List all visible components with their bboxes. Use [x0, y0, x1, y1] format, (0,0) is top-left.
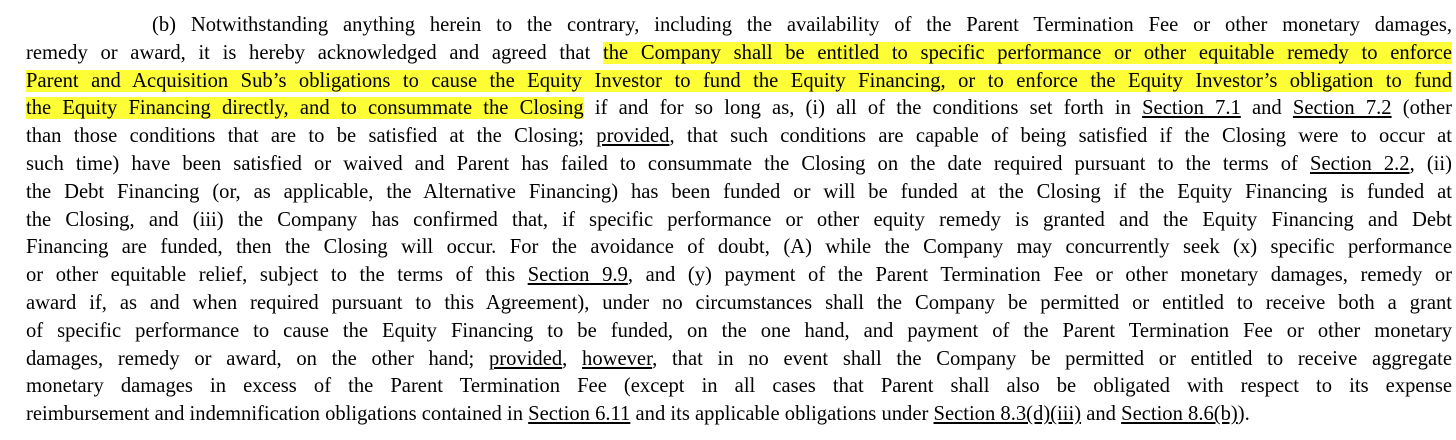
- section-reference: Section 2.2: [1309, 152, 1410, 175]
- paragraph-line: [26, 12, 1452, 40]
- paragraph-text: than those conditions that are to be satisfied at the Closing;: [26, 125, 584, 148]
- defined-term-however: however: [582, 347, 653, 370]
- defined-term-provided: provided: [488, 347, 563, 370]
- paragraph-line: [26, 151, 1452, 179]
- paragraph-text: damages, remedy or award, on the other hand;: [26, 347, 475, 370]
- paragraph-text: and its applicable obligations under: [635, 403, 929, 426]
- paragraph-text: , (ii): [1409, 152, 1452, 175]
- contract-paragraph: [26, 12, 1452, 429]
- paragraph-text: , that in no event shall the Company be permitted or entitled to receive aggregate: [652, 347, 1452, 370]
- paragraph-text: the Closing, and (iii) the Company has confirmed that, if specific performance or other equity remedy is granted and the Equity Financing and Debt: [26, 208, 1452, 231]
- paragraph-text: if and for so long as, (i) all of the conditions set forth in: [594, 97, 1131, 120]
- paragraph-line: [26, 123, 1452, 151]
- paragraph-text: ).: [1237, 403, 1250, 426]
- section-reference: Section 8.3(d)(iii): [933, 403, 1082, 426]
- highlighted-text: Parent and Acquisition Sub’s obligations to cause the Equity Investor to fund the Equity Financing, or to enforce the Equity Investor’s obligation to fund: [26, 69, 1452, 92]
- section-reference: Section 7.1: [1142, 97, 1241, 120]
- paragraph-text: and: [1086, 403, 1116, 426]
- paragraph-line: [26, 401, 1452, 429]
- paragraph-line: [26, 179, 1452, 207]
- paragraph-text: , and (y) payment of the Parent Termination Fee or other monetary damages, remedy or: [627, 264, 1452, 287]
- defined-term-provided: provided: [596, 125, 670, 148]
- paragraph-text: (b) Notwithstanding anything herein to the contrary, including the availability of the Parent Termination Fee or other monetary damages,: [152, 14, 1452, 36]
- paragraph-text: award if, as and when required pursuant to this Agreement), under no circumstances shall the Company be permitted or entitled to receive both a grant: [26, 291, 1452, 314]
- paragraph-line: [26, 207, 1452, 235]
- section-reference: Section 7.2: [1292, 97, 1392, 120]
- highlighted-text: the Company shall be entitled to specific performance or other equitable remedy to enforce: [603, 41, 1452, 64]
- paragraph-text: ,: [562, 347, 568, 370]
- paragraph-line: [26, 95, 1452, 123]
- paragraph-text: reimbursement and indemnification obligations contained in: [26, 403, 523, 426]
- section-reference: Section 8.6(b): [1121, 403, 1238, 426]
- paragraph-line: [26, 290, 1452, 318]
- paragraph-text: remedy or award, it is hereby acknowledged and agreed that: [26, 41, 591, 64]
- paragraph-line: [26, 346, 1452, 374]
- paragraph-line: [26, 318, 1452, 346]
- paragraph-text: of specific performance to cause the Equity Financing to be funded, on the one hand, and payment of the Parent Termination Fee or other monetary: [26, 319, 1452, 342]
- paragraph-line: [26, 234, 1452, 262]
- paragraph-text: such time) have been satisfied or waived and Parent has failed to consummate the Closing on the date required pursuant to the terms of: [26, 152, 1298, 175]
- highlighted-text: the Equity Financing directly, and to consummate the Closing: [26, 97, 584, 120]
- section-reference: Section 9.9: [527, 264, 628, 287]
- paragraph-text: monetary damages in excess of the Parent Termination Fee (except in all cases that Parent shall also be obligated with respect to its expense: [26, 375, 1452, 398]
- paragraph-text: and: [1251, 97, 1282, 120]
- paragraph-text: the Debt Financing (or, as applicable, the Alternative Financing) has been funded or will be funded at the Closing if the Equity Financing is funded at: [26, 180, 1452, 203]
- paragraph-line: [26, 373, 1452, 401]
- paragraph-text: , that such conditions are capable of being satisfied if the Closing were to occur at: [669, 125, 1452, 148]
- paragraph-text: Financing are funded, then the Closing will occur. For the avoidance of doubt, (A) while the Company may concurrently seek (x) specific performance: [26, 236, 1452, 259]
- paragraph-line: [26, 262, 1452, 290]
- paragraph-line: [26, 68, 1452, 96]
- paragraph-line: [26, 40, 1452, 68]
- paragraph-text: or other equitable relief, subject to the terms of this: [26, 264, 516, 287]
- paragraph-text: (other: [1402, 97, 1452, 120]
- section-reference: Section 6.11: [528, 403, 631, 426]
